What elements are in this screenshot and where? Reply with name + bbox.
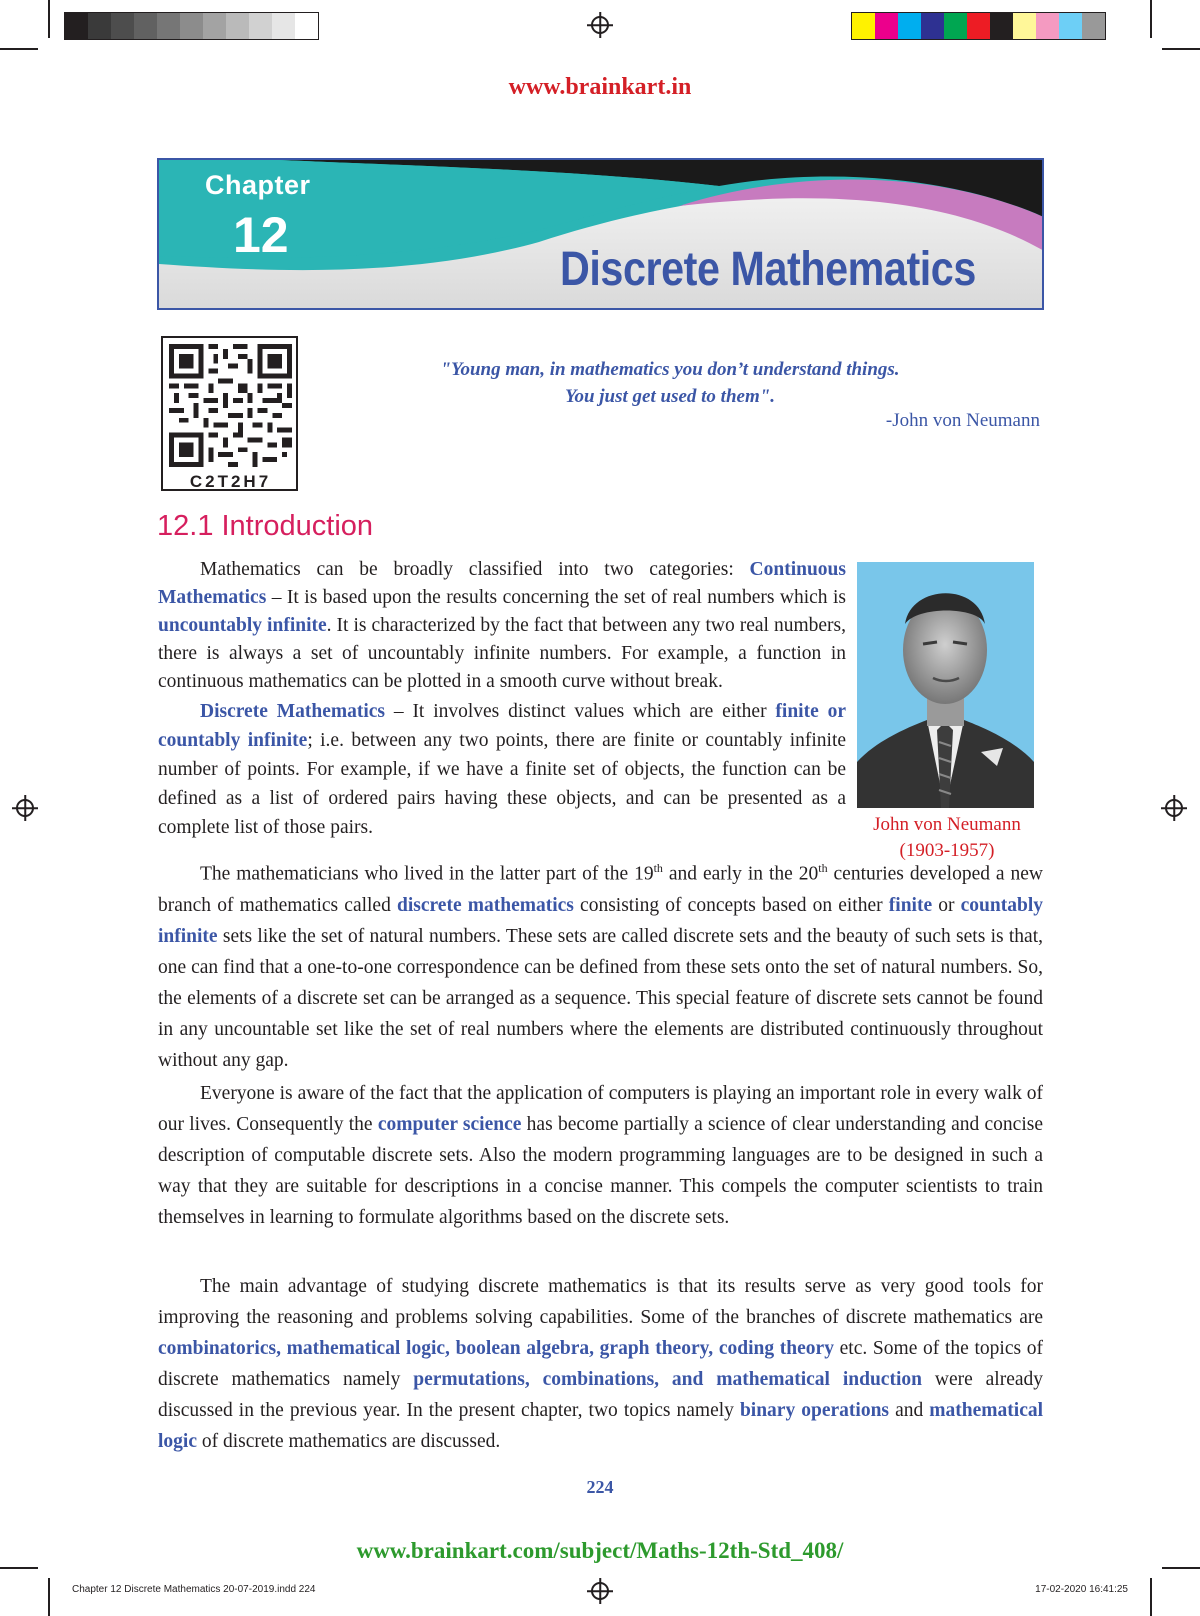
p1-text: . It is characterized by the fact that between any two real numbers, there is always a set of uncountably infinite numbers. For example, a function in continuous mathematics can be plotted in a smooth curve without break.: [158, 615, 846, 692]
print-timestamp: 17-02-2020 16:41:25: [1035, 1584, 1128, 1595]
term-finite: finite: [888, 894, 933, 916]
chapter-label: Chapter: [205, 170, 311, 200]
p3-text: or: [932, 894, 961, 916]
p5-text: and: [889, 1400, 930, 1421]
p3-text: sets like the set of natural numbers. These sets are called discrete sets and the beauty of such sets is that, one can find that a one-to-one correspondence can be defined from these sets onto the set of natural numbers. So, the elements of a discrete set can be arranged as a sequence. This special feature of discrete sets cannot be found in any uncountable set like the set of real numbers where the elements are distributed continuously throughout without any gap.: [158, 925, 1043, 1071]
p4-text: Everyone is aware of the fact that the application of computers is playing an important role in every walk of our lives. Consequently the: [158, 1083, 1043, 1135]
crop-mark: [1162, 1567, 1200, 1569]
term-computer-science: computer science: [377, 1114, 522, 1135]
p3-superscript: th: [653, 861, 663, 875]
term-continuous-mathematics: Continuous Mathematics: [158, 559, 846, 608]
p3-text: centuries developed a new branch of mathematics called: [158, 863, 1043, 916]
color-calibration-strip: [851, 12, 1106, 40]
chapter-number: 12: [233, 207, 289, 263]
p3-superscript: th: [818, 861, 828, 875]
term-countably-infinite: countably infinite: [158, 894, 1044, 947]
intro-paragraph-4: [158, 1078, 1043, 1233]
registration-mark-icon: [1165, 799, 1183, 817]
term-topics-list: permutations, combinations, and mathematical induction: [413, 1369, 922, 1390]
crop-mark: [1150, 1578, 1152, 1616]
gray-calibration-strip: [64, 12, 319, 40]
crop-mark: [0, 48, 38, 50]
p3-text: and early in the 20: [662, 863, 819, 885]
p1-text: Mathematics can be broadly classified into two categories:: [200, 559, 750, 580]
qr-code-box[interactable]: [161, 336, 298, 491]
term-finite-or-countably-infinite: finite or countably infinite: [158, 701, 846, 751]
crop-mark: [1150, 0, 1152, 38]
portrait-name: John von Neumann: [873, 814, 1021, 835]
file-slug: Chapter 12 Discrete Mathematics 20-07-2019.indd 224: [72, 1584, 316, 1595]
page-number: 224: [586, 1477, 614, 1497]
header-url[interactable]: www.brainkart.in: [508, 74, 692, 100]
p4-text: has become partially a science of clear understanding and concise description of computable discrete sets. Also the modern programming languages are to be designed in such a way that they are suitable for descriptions in a concise manner. This compels the computer scientists to train themselves in learning to formulate algorithms based on the discrete sets.: [158, 1114, 1044, 1228]
intro-paragraph-2: [158, 697, 846, 842]
intro-paragraph-1: [158, 556, 846, 696]
p3-text: consisting of concepts based on either: [573, 894, 889, 916]
term-uncountably-infinite: uncountably infinite: [158, 615, 327, 636]
qr-code-icon[interactable]: [169, 344, 292, 467]
quote-attribution: -John von Neumann: [885, 410, 1040, 431]
term-binary-operations: binary operations: [739, 1400, 890, 1421]
section-heading: 12.1 Introduction: [157, 510, 374, 542]
quote-line-2: You just get used to them".: [564, 386, 776, 407]
crop-mark: [48, 0, 50, 38]
portrait-years: (1903-1957): [899, 840, 995, 861]
p2-text: ; i.e. between any two points, there are finite or countably infinite number of points. For example, if we have a finite set of objects, the function can be defined as a list of ordered pairs having these objects, and can be presented as a complete list of those pairs.: [158, 730, 847, 838]
term-discrete-mathematics: discrete mathematics: [397, 894, 574, 916]
p5-text: etc. Some of the topics of discrete mathematics namely: [158, 1338, 1043, 1390]
registration-mark-icon: [591, 1582, 609, 1600]
crop-mark: [0, 1567, 38, 1569]
registration-mark-icon: [591, 16, 609, 34]
registration-mark-icon: [16, 799, 34, 817]
p5-text: of discrete mathematics are discussed.: [197, 1431, 501, 1452]
term-mathematical-logic: mathematical logic: [158, 1400, 1044, 1452]
chapter-title: Discrete Mathematics: [560, 243, 976, 296]
footer-url[interactable]: www.brainkart.com/subject/Maths-12th-Std_408/: [356, 1538, 844, 1563]
term-branches-list: combinatorics, mathematical logic, boolean algebra, graph theory, coding theory: [158, 1338, 834, 1359]
p2-text: – It involves distinct values which are either: [385, 701, 776, 722]
crop-mark: [48, 1578, 50, 1616]
intro-paragraph-3: [158, 853, 1043, 1076]
p1-text: – It is based upon the results concerning the set of real numbers which is: [266, 587, 846, 608]
p5-text: were already discussed in the previous year. In the present chapter, two topics namely: [158, 1369, 1044, 1421]
quote-line-1: "Young man, in mathematics you don’t understand things.: [440, 359, 900, 380]
crop-mark: [1162, 48, 1200, 50]
person-portrait-icon: [857, 562, 1034, 808]
p5-text: The main advantage of studying discrete mathematics is that its results serve as very good tools for improving the reasoning and problems solving capabilities. Some of the branches of discrete mathematics are: [158, 1276, 1043, 1328]
term-discrete-mathematics: Discrete Mathematics: [200, 701, 385, 722]
intro-paragraph-5: [158, 1271, 1043, 1457]
qr-code-label: C2T2H7: [189, 472, 272, 491]
epigraph-quote: [380, 356, 960, 410]
p3-text: The mathematicians who lived in the latter part of the 19: [200, 863, 654, 885]
